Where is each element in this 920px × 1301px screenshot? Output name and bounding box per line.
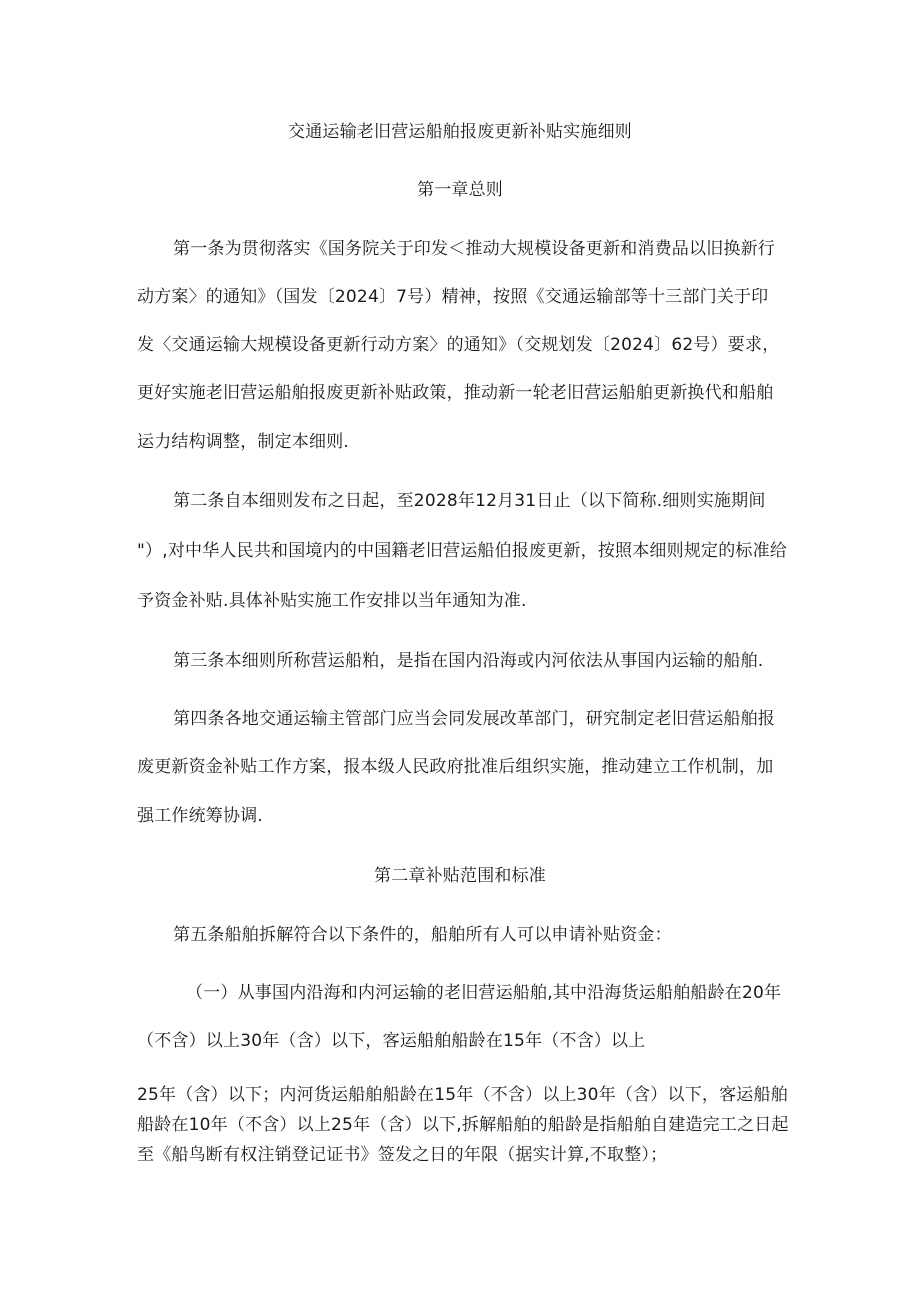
item-1-line: （不含）以上30年（含）以下，客运船舶船龄在15年（不含）以上 [137, 1031, 646, 1051]
article-2-line: "）,对中华人民共和国境内的中国籍老旧营运船伯报废更新，按照本细则规定的标准给 [137, 541, 788, 561]
item-1-line: 25年（含）以下；内河货运船舶船龄在15年（不含）以上30年（含）以下，客运船舶 [137, 1085, 788, 1105]
item-1-line: 至《船鸟断有权注销登记证书》签发之日的年限（据实计算,不取整）； [137, 1145, 668, 1165]
item-1-line: （一）从事国内沿海和内河运输的老旧营运船舶,其中沿海货运船舶船龄在20年 [186, 983, 782, 1003]
item-1-line: 船龄在10年（不含）以上25年（含）以下,拆解船舶的船龄是指船舶自建造完工之日起 [137, 1115, 789, 1135]
article-2-line: 予资金补贴.具体补贴实施工作安排以当年通知为准. [137, 591, 527, 611]
article-3: 第三条本细则所称营运船粕，是指在国内沿海或内河依法从事国内运输的船舶. [173, 651, 764, 671]
article-1-line: 更好实施老旧营运船舶报废更新补贴政策，推动新一轮老旧营运船舶更新换代和船舶 [137, 383, 774, 403]
article-1-line: 运力结构调整，制定本细则. [137, 432, 350, 452]
chapter-heading: 第一章总则 [417, 180, 503, 200]
article-4-line: 废更新资金补贴工作方案，报本级人民政府批准后组织实施，推动建立工作机制，加 [137, 757, 774, 777]
article-4-line: 强工作统筹协调. [137, 806, 264, 826]
document-title: 交通运输老旧营运船舶报废更新补贴实施细则 [288, 122, 632, 142]
article-1-line: 动方案〉的通知》（国发〔2024〕7号）精神，按照《交通运输部等十三部门关于印 [137, 287, 769, 307]
article-1-line: 发〈交通运输大规模设备更新行动方案〉的通知》（交规划发〔2024〕62号）要求， [137, 335, 780, 355]
article-5: 第五条船舶拆解符合以下条件的，船舶所有人可以申请补贴资金： [173, 925, 672, 945]
article-4-line: 第四条各地交通运输主管部门应当会同发展改革部门，研究制定老旧营运船舶报 [173, 709, 775, 729]
article-2-line: 第二条自本细则发布之日起，至2028年12月31日止（以下简称.细则实施期间 [173, 491, 766, 511]
chapter-heading: 第二章补贴范围和标准 [374, 866, 546, 886]
article-1-line: 第一条为贯彻落实《国务院关于印发＜推动大规模设备更新和消费品以旧换新行 [173, 239, 775, 259]
